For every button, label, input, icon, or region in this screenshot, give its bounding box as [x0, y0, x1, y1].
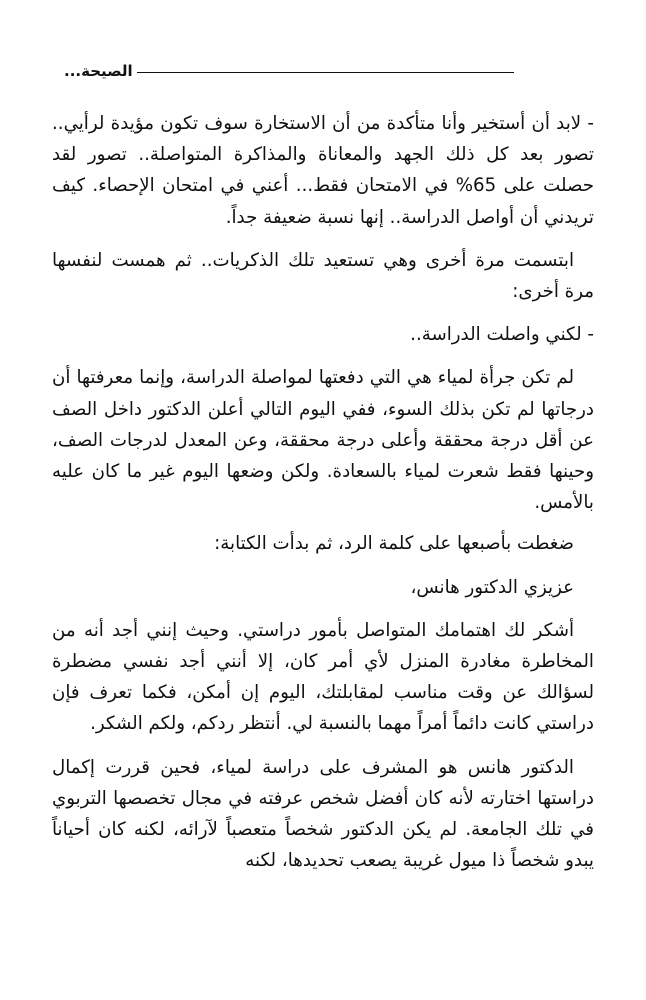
body-text	[52, 108, 594, 888]
letter-salutation: عزيزي الدكتور هانس،	[410, 576, 574, 598]
paragraph-4: لم تكن جرأة لمياء هي التي دفعتها لمواصلة الدراسة، وإنما معرفتها أن درجاتها لم تكن بذلك السوء، ففي اليوم التالي أعلن الدكتور داخل الصف عن أقل درجة محققة وأعلى درجة محققة، وعن المعدل لدرجات الصف، وحينها فقط شعرت لمياء بالسعادة. ولكن وضعها اليوم غير ما كان عليه بالأمس.	[52, 367, 594, 514]
header-rule	[130, 72, 514, 73]
letter-body: أشكر لك اهتمامك المتواصل بأمور دراستي. وحيث إنني أجد أنه من المخاطرة مغادرة المنزل لأي أمر كان، إلا أنني أجد نفسي مضطرة لسؤالك عن وقت مناسب لمقابلتك، اليوم إن أمكن، فكما تعرف فإن دراستي كانت دائماً أمراً مهما بالنسبة لي. أنتظر ردكم، ولكم الشكر.	[52, 619, 594, 735]
running-header-title: الصيحة...	[64, 58, 137, 84]
paragraph-5: ضغطت بأصبعها على كلمة الرد، ثم بدأت الكتابة:	[214, 533, 574, 555]
paragraph-8: الدكتور هانس هو المشرف على دراسة لمياء، فحين قررت إكمال دراستها اختارته لأنه كان أفضل شخص عرفته في مجال تخصصها التربوي في تلك الجامعة. لم يكن الدكتور شخصاً متعصباً لآرائه، لكنه كان أحياناً يبدو شخصاً ذا ميول غريبة يصعب تحديدها، لكنه	[52, 756, 594, 872]
paragraph-dialogue-2: - لكني واصلت الدراسة..	[410, 324, 594, 346]
paragraph-dialogue-1: - لابد أن أستخير وأنا متأكدة من أن الاستخارة سوف تكون مؤيدة لرأيي.. تصور بعد كل ذلك الجهد والمعاناة والمذاكرة المتواصلة.. تصور لقد حصلت على 65% في الامتحان فقط... أعني في امتحان الإحصاء. كيف تريدني أن أواصل الدراسة.. إنها نسبة ضعيفة جداً.	[52, 113, 594, 228]
running-header	[64, 58, 514, 84]
paragraph-2: ابتسمت مرة أخرى وهي تستعيد تلك الذكريات.. ثم همست لنفسها مرة أخرى:	[52, 249, 594, 303]
